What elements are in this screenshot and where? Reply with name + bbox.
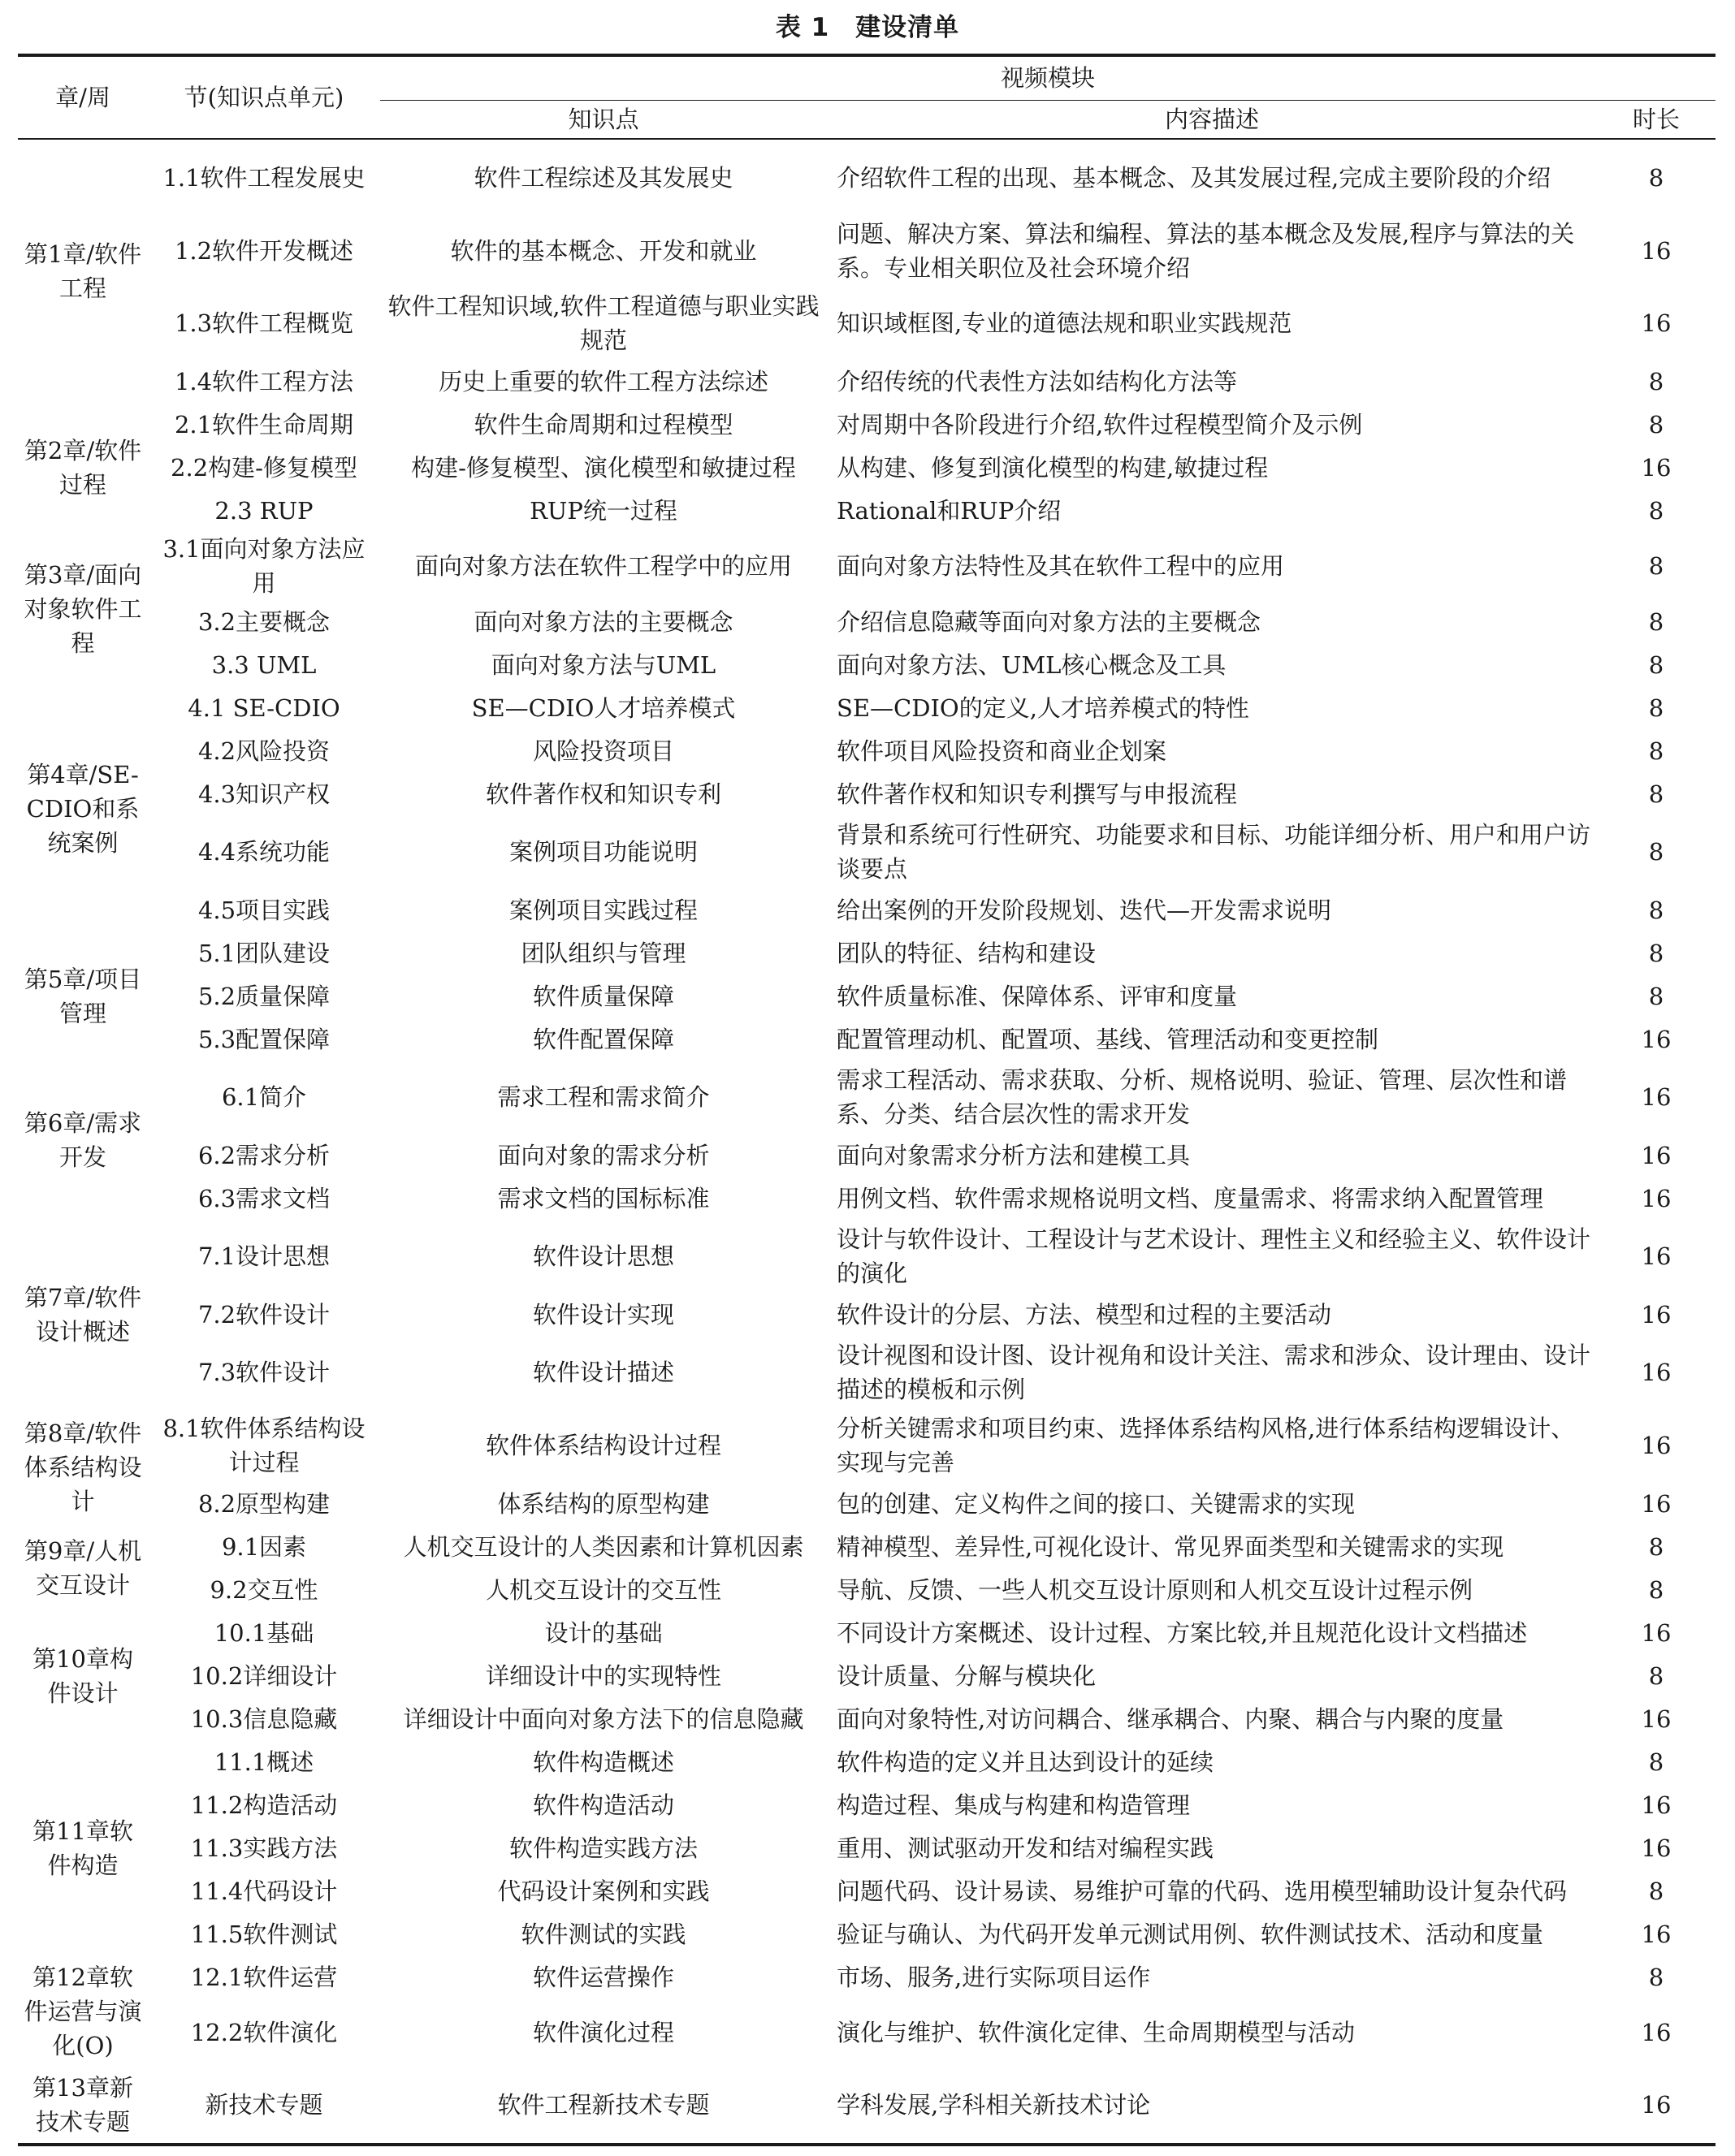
knowledge-point-cell: 软件体系结构设计过程 bbox=[485, 1432, 721, 1459]
section-cell: 7.2软件设计 bbox=[197, 1300, 331, 1329]
chapter-cell: 第11章软件构造 bbox=[32, 1817, 133, 1879]
description-cell: 问题、解决方案、算法和编程、算法的基本概念及发展,程序与算法的关系。专业相关职位及社会环境介绍 bbox=[837, 220, 1575, 282]
header-duration: 时长 bbox=[1597, 100, 1716, 139]
table-row bbox=[18, 1611, 1716, 1654]
description-cell: Rational和RUP介绍 bbox=[837, 496, 1062, 525]
chapter-cell: 第8章/软件体系结构设计 bbox=[24, 1419, 142, 1515]
table-row bbox=[18, 1912, 1716, 1955]
table-row bbox=[18, 1018, 1716, 1061]
table-row bbox=[18, 403, 1716, 446]
knowledge-point-cell: 面向对象方法与UML bbox=[491, 650, 716, 679]
table-row bbox=[18, 1869, 1716, 1912]
section-cell: 1.2软件开发概述 bbox=[174, 237, 354, 265]
table-body bbox=[18, 139, 1716, 2145]
table-row bbox=[18, 139, 1716, 215]
duration-cell: 8 bbox=[1648, 982, 1664, 1010]
table-row bbox=[18, 489, 1716, 532]
knowledge-point-cell: 代码设计案例和实践 bbox=[497, 1877, 710, 1905]
table-row bbox=[18, 287, 1716, 360]
duration-cell: 16 bbox=[1641, 1141, 1672, 1169]
knowledge-point-cell: 软件设计实现 bbox=[532, 1300, 674, 1329]
knowledge-point-cell: 软件运营操作 bbox=[532, 1963, 674, 1991]
knowledge-point-cell: 案例项目功能说明 bbox=[508, 838, 698, 866]
description-cell: 包的创建、定义构件之间的接口、关键需求的实现 bbox=[837, 1489, 1356, 1518]
section-cell: 4.3知识产权 bbox=[197, 780, 331, 808]
knowledge-point-cell: 团队组织与管理 bbox=[521, 939, 686, 967]
duration-cell: 8 bbox=[1648, 1748, 1664, 1776]
description-cell: 问题代码、设计易读、易维护可靠的代码、选用模型辅助设计复杂代码 bbox=[837, 1877, 1568, 1905]
header-description: 内容描述 bbox=[827, 100, 1597, 139]
duration-cell: 16 bbox=[1641, 1920, 1672, 1948]
section-cell: 新技术专题 bbox=[148, 2067, 380, 2145]
table-row bbox=[18, 1654, 1716, 1697]
section-cell: 8.2原型构建 bbox=[197, 1489, 331, 1518]
section-cell: 3.1面向对象方法应用 bbox=[162, 535, 366, 597]
section-cell: 12.1软件运营 bbox=[190, 1963, 338, 1991]
table-row bbox=[18, 360, 1716, 403]
table-row bbox=[18, 1783, 1716, 1826]
knowledge-point-cell: 软件的基本概念、开发和就业 bbox=[450, 237, 757, 265]
description-cell: 知识域框图,专业的道德法规和职业实践规范 bbox=[837, 309, 1292, 337]
section-cell: 3.3 UML bbox=[211, 650, 317, 679]
description-cell: 需求工程活动、需求获取、分析、规格说明、验证、管理、层次性和谱系、分类、结合层次性的需求开发 bbox=[837, 1066, 1568, 1128]
chapter-cell: 第2章/软件过程 bbox=[24, 436, 142, 499]
section-cell: 10.3信息隐藏 bbox=[190, 1704, 338, 1733]
section-cell: 11.5软件测试 bbox=[190, 1920, 338, 1948]
duration-cell: 16 bbox=[1641, 1489, 1672, 1518]
chapter-cell: 第7章/软件设计概述 bbox=[24, 1283, 142, 1346]
duration-cell: 16 bbox=[1641, 1300, 1672, 1329]
chapter-cell: 第13章新技术专题 bbox=[18, 2067, 148, 2145]
table-row bbox=[18, 1482, 1716, 1525]
description-cell: 验证与确认、为代码开发单元测试用例、软件测试技术、活动和度量 bbox=[837, 1920, 1544, 1948]
chapter-cell: 第6章/需求开发 bbox=[24, 1109, 142, 1171]
table-row bbox=[18, 1336, 1716, 1409]
duration-cell: 8 bbox=[1648, 607, 1664, 636]
chapter-cell: 第9章/人机交互设计 bbox=[24, 1537, 142, 1599]
table-row bbox=[18, 215, 1716, 287]
section-cell: 5.2质量保障 bbox=[197, 982, 331, 1010]
knowledge-point-cell: 风险投资项目 bbox=[532, 737, 674, 765]
section-cell: 3.2主要概念 bbox=[197, 607, 331, 636]
duration-cell: 8 bbox=[1648, 1963, 1664, 1991]
knowledge-point-cell: 软件工程新技术专题 bbox=[380, 2067, 827, 2145]
duration-cell: 8 bbox=[1648, 410, 1664, 439]
knowledge-point-cell: 详细设计中面向对象方法下的信息隐藏 bbox=[403, 1704, 804, 1733]
table-row bbox=[18, 1134, 1716, 1177]
construction-list-table bbox=[18, 54, 1716, 2146]
knowledge-point-cell: 软件测试的实践 bbox=[521, 1920, 686, 1948]
chapter-cell: 第5章/项目管理 bbox=[24, 965, 142, 1027]
section-cell: 4.2风险投资 bbox=[197, 737, 331, 765]
knowledge-point-cell: 人机交互设计的交互性 bbox=[485, 1575, 721, 1604]
description-cell: 软件项目风险投资和商业企划案 bbox=[837, 737, 1167, 765]
section-cell: 2.3 RUP bbox=[214, 496, 314, 525]
table-row bbox=[18, 1568, 1716, 1611]
duration-cell: 8 bbox=[1648, 1532, 1664, 1561]
duration-cell: 16 bbox=[1641, 1834, 1672, 1862]
duration-cell: 8 bbox=[1648, 939, 1664, 967]
section-cell: 1.1软件工程发展史 bbox=[162, 163, 366, 192]
table-row bbox=[18, 1525, 1716, 1568]
table-row bbox=[18, 1061, 1716, 1134]
section-cell: 4.4系统功能 bbox=[197, 838, 331, 866]
table-row bbox=[18, 2067, 1716, 2145]
duration-cell: 16 bbox=[1641, 1618, 1672, 1647]
duration-cell: 16 bbox=[1641, 1791, 1672, 1819]
description-cell: 软件著作权和知识专利撰写与申报流程 bbox=[837, 780, 1238, 808]
table-row bbox=[18, 931, 1716, 974]
description-cell: 分析关键需求和项目约束、选择体系结构风格,进行体系结构逻辑设计、实现与完善 bbox=[837, 1415, 1575, 1476]
table-row bbox=[18, 1293, 1716, 1336]
description-cell: 团队的特征、结构和建设 bbox=[837, 939, 1097, 967]
section-cell: 11.1概述 bbox=[214, 1748, 314, 1776]
chapter-cell: 第4章/SE-CDIO和系统案例 bbox=[26, 761, 140, 857]
knowledge-point-cell: 软件配置保障 bbox=[532, 1025, 674, 1053]
description-cell: 设计视图和设计图、设计视角和设计关注、需求和涉众、设计理由、设计描述的模板和示例 bbox=[837, 1342, 1591, 1403]
section-cell: 11.3实践方法 bbox=[190, 1834, 338, 1862]
knowledge-point-cell: 构建-修复模型、演化模型和敏捷过程 bbox=[411, 453, 796, 482]
duration-cell: 8 bbox=[1648, 1575, 1664, 1604]
description-cell: 介绍信息隐藏等面向对象方法的主要概念 bbox=[837, 607, 1261, 636]
description-cell: 学科发展,学科相关新技术讨论 bbox=[827, 2067, 1597, 2145]
section-cell: 2.1软件生命周期 bbox=[174, 410, 354, 439]
description-cell: 面向对象需求分析方法和建模工具 bbox=[837, 1141, 1191, 1169]
table-row bbox=[18, 974, 1716, 1018]
section-cell: 8.1软件体系结构设计过程 bbox=[162, 1415, 366, 1476]
description-cell: SE—CDIO的定义,人才培养模式的特性 bbox=[837, 693, 1249, 722]
duration-cell: 8 bbox=[1648, 737, 1664, 765]
section-cell: 9.1因素 bbox=[221, 1532, 307, 1561]
duration-cell: 16 bbox=[1641, 1704, 1672, 1733]
duration-cell: 8 bbox=[1648, 163, 1664, 192]
section-cell: 6.3需求文档 bbox=[197, 1184, 331, 1212]
description-cell: 介绍传统的代表性方法如结构化方法等 bbox=[837, 367, 1238, 395]
duration-cell: 8 bbox=[1648, 552, 1664, 580]
chapter-cell: 第10章构件设计 bbox=[32, 1644, 133, 1707]
duration-cell: 16 bbox=[1641, 1242, 1672, 1270]
chapter-cell: 第12章软件运营与演化(O) bbox=[24, 1963, 142, 2059]
header-section: 节(知识点单元) bbox=[148, 55, 380, 139]
description-cell: 配置管理动机、配置项、基线、管理活动和变更控制 bbox=[837, 1025, 1379, 1053]
section-cell: 1.4软件工程方法 bbox=[174, 367, 354, 395]
chapter-cell: 第3章/面向对象软件工程 bbox=[24, 561, 142, 657]
section-cell: 11.4代码设计 bbox=[190, 1877, 338, 1905]
knowledge-point-cell: 设计的基础 bbox=[544, 1618, 663, 1647]
table-row bbox=[18, 1998, 1716, 2067]
description-cell: 面向对象方法特性及其在软件工程中的应用 bbox=[837, 552, 1285, 580]
description-cell: 不同设计方案概述、设计过程、方案比较,并且规范化设计文档描述 bbox=[837, 1618, 1528, 1647]
knowledge-point-cell: 软件工程综述及其发展史 bbox=[474, 163, 733, 192]
knowledge-point-cell: RUP统一过程 bbox=[530, 496, 677, 525]
description-cell: 软件构造的定义并且达到设计的延续 bbox=[837, 1748, 1214, 1776]
table-caption: 表 1 建设清单 bbox=[775, 13, 960, 42]
table-row bbox=[18, 1955, 1716, 1998]
section-cell: 10.2详细设计 bbox=[190, 1661, 338, 1690]
knowledge-point-cell: 面向对象方法在软件工程学中的应用 bbox=[414, 552, 792, 580]
description-cell: 市场、服务,进行实际项目运作 bbox=[837, 1963, 1151, 1991]
section-cell: 4.5项目实践 bbox=[197, 896, 331, 924]
duration-cell: 16 bbox=[1641, 1359, 1672, 1386]
description-cell: 介绍软件工程的出现、基本概念、及其发展过程,完成主要阶段的介绍 bbox=[837, 163, 1551, 192]
description-cell: 从构建、修复到演化模型的构建,敏捷过程 bbox=[837, 453, 1269, 482]
duration-cell: 16 bbox=[1641, 1025, 1672, 1053]
table-row bbox=[18, 1697, 1716, 1740]
knowledge-point-cell: 需求文档的国标标准 bbox=[497, 1184, 710, 1212]
duration-cell: 8 bbox=[1648, 896, 1664, 924]
duration-cell: 16 bbox=[1597, 2067, 1716, 2145]
knowledge-point-cell: 面向对象的需求分析 bbox=[497, 1141, 710, 1169]
description-cell: 背景和系统可行性研究、功能要求和目标、功能详细分析、用户和用户访谈要点 bbox=[837, 821, 1591, 883]
knowledge-point-cell: 软件生命周期和过程模型 bbox=[474, 410, 733, 439]
table-row bbox=[18, 532, 1716, 600]
header-chapter: 章/周 bbox=[18, 55, 148, 139]
description-cell: 设计与软件设计、工程设计与艺术设计、理性主义和经验主义、软件设计的演化 bbox=[837, 1225, 1591, 1287]
knowledge-point-cell: 详细设计中的实现特性 bbox=[485, 1661, 721, 1690]
section-cell: 7.3软件设计 bbox=[197, 1359, 331, 1386]
table-row bbox=[18, 686, 1716, 729]
duration-cell: 16 bbox=[1641, 309, 1672, 337]
section-cell: 4.1 SE-CDIO bbox=[188, 693, 340, 722]
knowledge-point-cell: 软件著作权和知识专利 bbox=[485, 780, 721, 808]
knowledge-point-cell: 软件工程知识域,软件工程道德与职业实践规范 bbox=[387, 292, 820, 354]
knowledge-point-cell: 软件演化过程 bbox=[532, 2019, 674, 2046]
table-row bbox=[18, 1220, 1716, 1293]
description-cell: 软件设计的分层、方法、模型和过程的主要活动 bbox=[837, 1300, 1332, 1329]
description-cell: 重用、测试驱动开发和结对编程实践 bbox=[837, 1834, 1214, 1862]
duration-cell: 8 bbox=[1648, 780, 1664, 808]
duration-cell: 8 bbox=[1648, 693, 1664, 722]
table-row bbox=[18, 888, 1716, 931]
knowledge-point-cell: 软件设计思想 bbox=[532, 1242, 674, 1270]
table-row bbox=[18, 446, 1716, 489]
description-cell: 演化与维护、软件演化定律、生命周期模型与活动 bbox=[837, 2019, 1356, 2046]
section-cell: 5.1团队建设 bbox=[197, 939, 331, 967]
section-cell: 9.2交互性 bbox=[210, 1575, 318, 1604]
section-cell: 5.3配置保障 bbox=[197, 1025, 331, 1053]
knowledge-point-cell: 软件设计描述 bbox=[532, 1359, 674, 1386]
section-cell: 11.2构造活动 bbox=[190, 1791, 338, 1819]
description-cell: 对周期中各阶段进行介绍,软件过程模型简介及示例 bbox=[837, 410, 1363, 439]
table-row bbox=[18, 643, 1716, 686]
description-cell: 给出案例的开发阶段规划、迭代—开发需求说明 bbox=[837, 896, 1332, 924]
section-cell: 6.2需求分析 bbox=[197, 1141, 331, 1169]
table-row bbox=[18, 1177, 1716, 1220]
duration-cell: 8 bbox=[1648, 1661, 1664, 1690]
knowledge-point-cell: 软件构造活动 bbox=[532, 1791, 674, 1819]
knowledge-point-cell: 历史上重要的软件工程方法综述 bbox=[438, 367, 768, 395]
table-row bbox=[18, 1409, 1716, 1482]
knowledge-point-cell: 需求工程和需求简介 bbox=[497, 1083, 710, 1111]
duration-cell: 8 bbox=[1648, 367, 1664, 395]
section-cell: 6.1简介 bbox=[221, 1083, 307, 1111]
description-cell: 用例文档、软件需求规格说明文档、度量需求、将需求纳入配置管理 bbox=[837, 1184, 1544, 1212]
description-cell: 软件质量标准、保障体系、评审和度量 bbox=[837, 982, 1238, 1010]
header-video-module: 视频模块 bbox=[380, 55, 1716, 100]
description-cell: 设计质量、分解与模块化 bbox=[837, 1661, 1097, 1690]
table-row bbox=[18, 772, 1716, 815]
knowledge-point-cell: 体系结构的原型构建 bbox=[497, 1489, 710, 1518]
duration-cell: 16 bbox=[1641, 1083, 1672, 1111]
knowledge-point-cell: 面向对象方法的主要概念 bbox=[474, 607, 733, 636]
header-knowledge-point: 知识点 bbox=[380, 100, 827, 139]
description-cell: 面向对象特性,对访问耦合、继承耦合、内聚、耦合与内聚的度量 bbox=[837, 1704, 1504, 1733]
knowledge-point-cell: SE—CDIO人才培养模式 bbox=[471, 693, 736, 722]
description-cell: 导航、反馈、一些人机交互设计原则和人机交互设计过程示例 bbox=[837, 1575, 1473, 1604]
duration-cell: 16 bbox=[1641, 2019, 1672, 2046]
description-cell: 面向对象方法、UML核心概念及工具 bbox=[837, 650, 1227, 679]
duration-cell: 8 bbox=[1648, 650, 1664, 679]
duration-cell: 8 bbox=[1648, 496, 1664, 525]
table-row bbox=[18, 600, 1716, 643]
table-row bbox=[18, 729, 1716, 772]
description-cell: 构造过程、集成与构建和构造管理 bbox=[837, 1791, 1191, 1819]
table-row bbox=[18, 815, 1716, 888]
section-cell: 7.1设计思想 bbox=[197, 1242, 331, 1270]
duration-cell: 16 bbox=[1641, 1184, 1672, 1212]
duration-cell: 8 bbox=[1648, 838, 1664, 866]
knowledge-point-cell: 软件构造实践方法 bbox=[508, 1834, 698, 1862]
table-row bbox=[18, 1740, 1716, 1783]
duration-cell: 16 bbox=[1641, 453, 1672, 482]
table-row bbox=[18, 1826, 1716, 1869]
knowledge-point-cell: 人机交互设计的人类因素和计算机因素 bbox=[403, 1532, 804, 1561]
section-cell: 2.2构建-修复模型 bbox=[171, 453, 357, 482]
section-cell: 10.1基础 bbox=[214, 1618, 314, 1647]
knowledge-point-cell: 软件构造概述 bbox=[532, 1748, 674, 1776]
duration-cell: 16 bbox=[1641, 237, 1672, 265]
section-cell: 1.3软件工程概览 bbox=[174, 309, 354, 337]
duration-cell: 8 bbox=[1648, 1877, 1664, 1905]
description-cell: 精神模型、差异性,可视化设计、常见界面类型和关键需求的实现 bbox=[837, 1532, 1504, 1561]
knowledge-point-cell: 软件质量保障 bbox=[532, 982, 674, 1010]
knowledge-point-cell: 案例项目实践过程 bbox=[508, 896, 698, 924]
duration-cell: 16 bbox=[1641, 1432, 1672, 1459]
section-cell: 12.2软件演化 bbox=[190, 2019, 338, 2046]
chapter-cell: 第1章/软件工程 bbox=[24, 240, 142, 302]
